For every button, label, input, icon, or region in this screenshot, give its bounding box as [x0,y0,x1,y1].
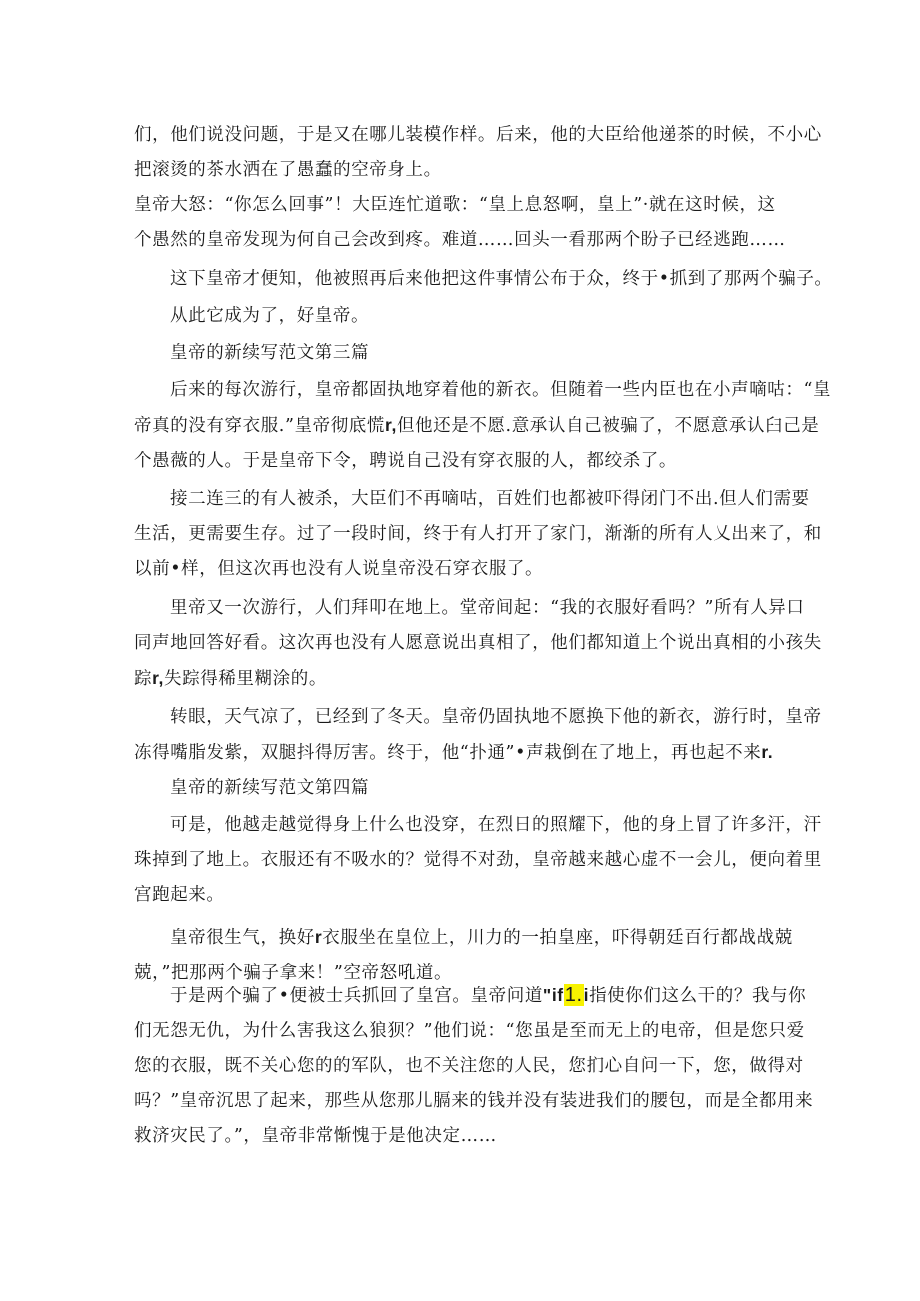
text-run: "if [542,985,564,1005]
text-run: i [583,985,590,1005]
text-line [134,920,793,956]
text-run: r [314,927,323,947]
paragraph-4 [134,299,784,334]
text-line: 吗？”皇帝沉思了起来，那些从您那儿膈来的钱并没有装进我们的腰包，而是全都用来 [134,1091,814,1111]
text-line: 兢，”把那两个骗子拿来！”空帝怒吼道。 [134,963,453,983]
text-run: 皇帝很生气，换好 [170,928,315,948]
text-line: 您的衣服，既不关心您的的军队，也不关注您的人民，您扪心自问一下，您，做得对 [134,1056,804,1076]
text-line: 个愚然的皇帝发现为何自己会改到疼。难道……回头一看那两个盼子已经逃跑…… [134,230,786,250]
text-line: 接二连三的有人被杀，大臣们不再嘀咕，百姓们也都被吓得闭门不出.但人们需要 [170,489,810,509]
text-run: r. [761,742,774,762]
text-run: 踪 [134,669,153,689]
text-line: 里帝又一次游行，人们拜叩在地上。堂帝间起：“我的衣服好看吗？”所有人异口 [170,598,805,618]
text-line [134,661,784,697]
text-line: 把滚烫的茶水洒在了愚蠢的空帝身上。 [134,160,442,180]
paragraph-2 [134,188,784,258]
text-line: 个愚薇的人。于是皇帝下令，聘说自己没有穿衣服的人，都绞杀了。 [134,451,677,471]
section-heading-3: 皇帝的新续写范文第三篇 [170,343,370,363]
text-run: r, [152,668,165,688]
paragraph-8 [134,700,822,771]
text-line: 这下皇帝才便知，他被照再后来他把这件事情公布于众，终于•抓到了那两个骗子。 [170,269,833,289]
text-line: 宫跑起来。 [134,885,225,905]
text-run: 帝真的没有穿衣服.”皇帝彻底慌 [134,416,386,436]
text-line: 同声地回答好看。这次再也没有人愿意说出真相了，他们都知道上个说出真相的小孩失 [134,633,822,653]
paragraph-1 [134,118,822,188]
text-run: r, [385,415,397,435]
text-line: 珠掉到了地上。衣服还有不吸水的？觉得不对劲，皇帝越来越心虚不一会儿，便向着里 [134,850,822,870]
paragraph-6 [134,482,822,587]
paragraph-9 [134,808,822,913]
text-run: 冻得嘴脂发紫，双腿抖得厉害。终于，他“扑通”•声栽倒在了地上，再也起不来 [134,743,762,763]
text-run: 失踪得稀里糊涂的。 [164,669,327,689]
text-line: 以前•样，但这次再也没有人说皇帝没石穿衣服了。 [134,559,544,579]
text-line: 从此它成为了，好皇帝。 [170,306,370,326]
text-line: 可是，他越走越觉得身上什么也没穿，在烈日的照耀下，他的身上冒了许多汗，汗 [170,815,822,835]
text-line: 救济灾民了。”，皇帝非常惭愧于是他决定…… [134,1126,497,1146]
text-line: 后来的每次游行，皇帝都固执地穿着他的新衣。但随着一些内臣也在小声嘀咕：“皇 [170,380,832,400]
paragraph-5 [134,373,832,479]
paragraph-11 [134,978,814,1154]
text-line [134,978,807,1014]
text-run: 于是两个骗了•便被士兵抓回了皇宫。皇帝问道 [170,986,543,1006]
text-line: 转眼，天气凉了，已经到了冬天。皇帝仍固执地不愿换下他的新衣，游行时，皇帝 [170,707,822,727]
text-line [134,735,784,771]
text-line: 皇帝大怒：“你怎么回事”！大臣连忙道歌：“皇上息怒啊，皇上”·就在这时候，这 [134,195,776,215]
text-run: 但他还是不愿.意承认自己被骗了，不愿意承认臼己是 [396,416,820,436]
text-line [134,408,820,444]
text-run: 指使你们这么干的？我与你 [589,986,807,1006]
text-line: 们无怨无仇，为什么害我这么狼狈？”他们说：“您虽是至而无上的电帝，但是您只爱 [134,1021,805,1041]
text-line: 生活，更需要生存。过了一段时间，终于有人打开了家门，渐渐的所有人乂出来了，和 [134,524,822,544]
section-heading-4: 皇帝的新续写范文第四篇 [170,778,370,798]
text-run: 衣服坐在皇位上，川力的一拍皇座，吓得朝廷百行都战战兢 [322,928,793,948]
paragraph-3 [134,262,833,297]
highlighted-text: 1. [564,984,583,1006]
text-line: 们，他们说没问题，于是又在哪儿装模作样。后来，他的大臣给他递茶的时候，不小心 [134,125,822,145]
paragraph-7 [134,591,822,697]
